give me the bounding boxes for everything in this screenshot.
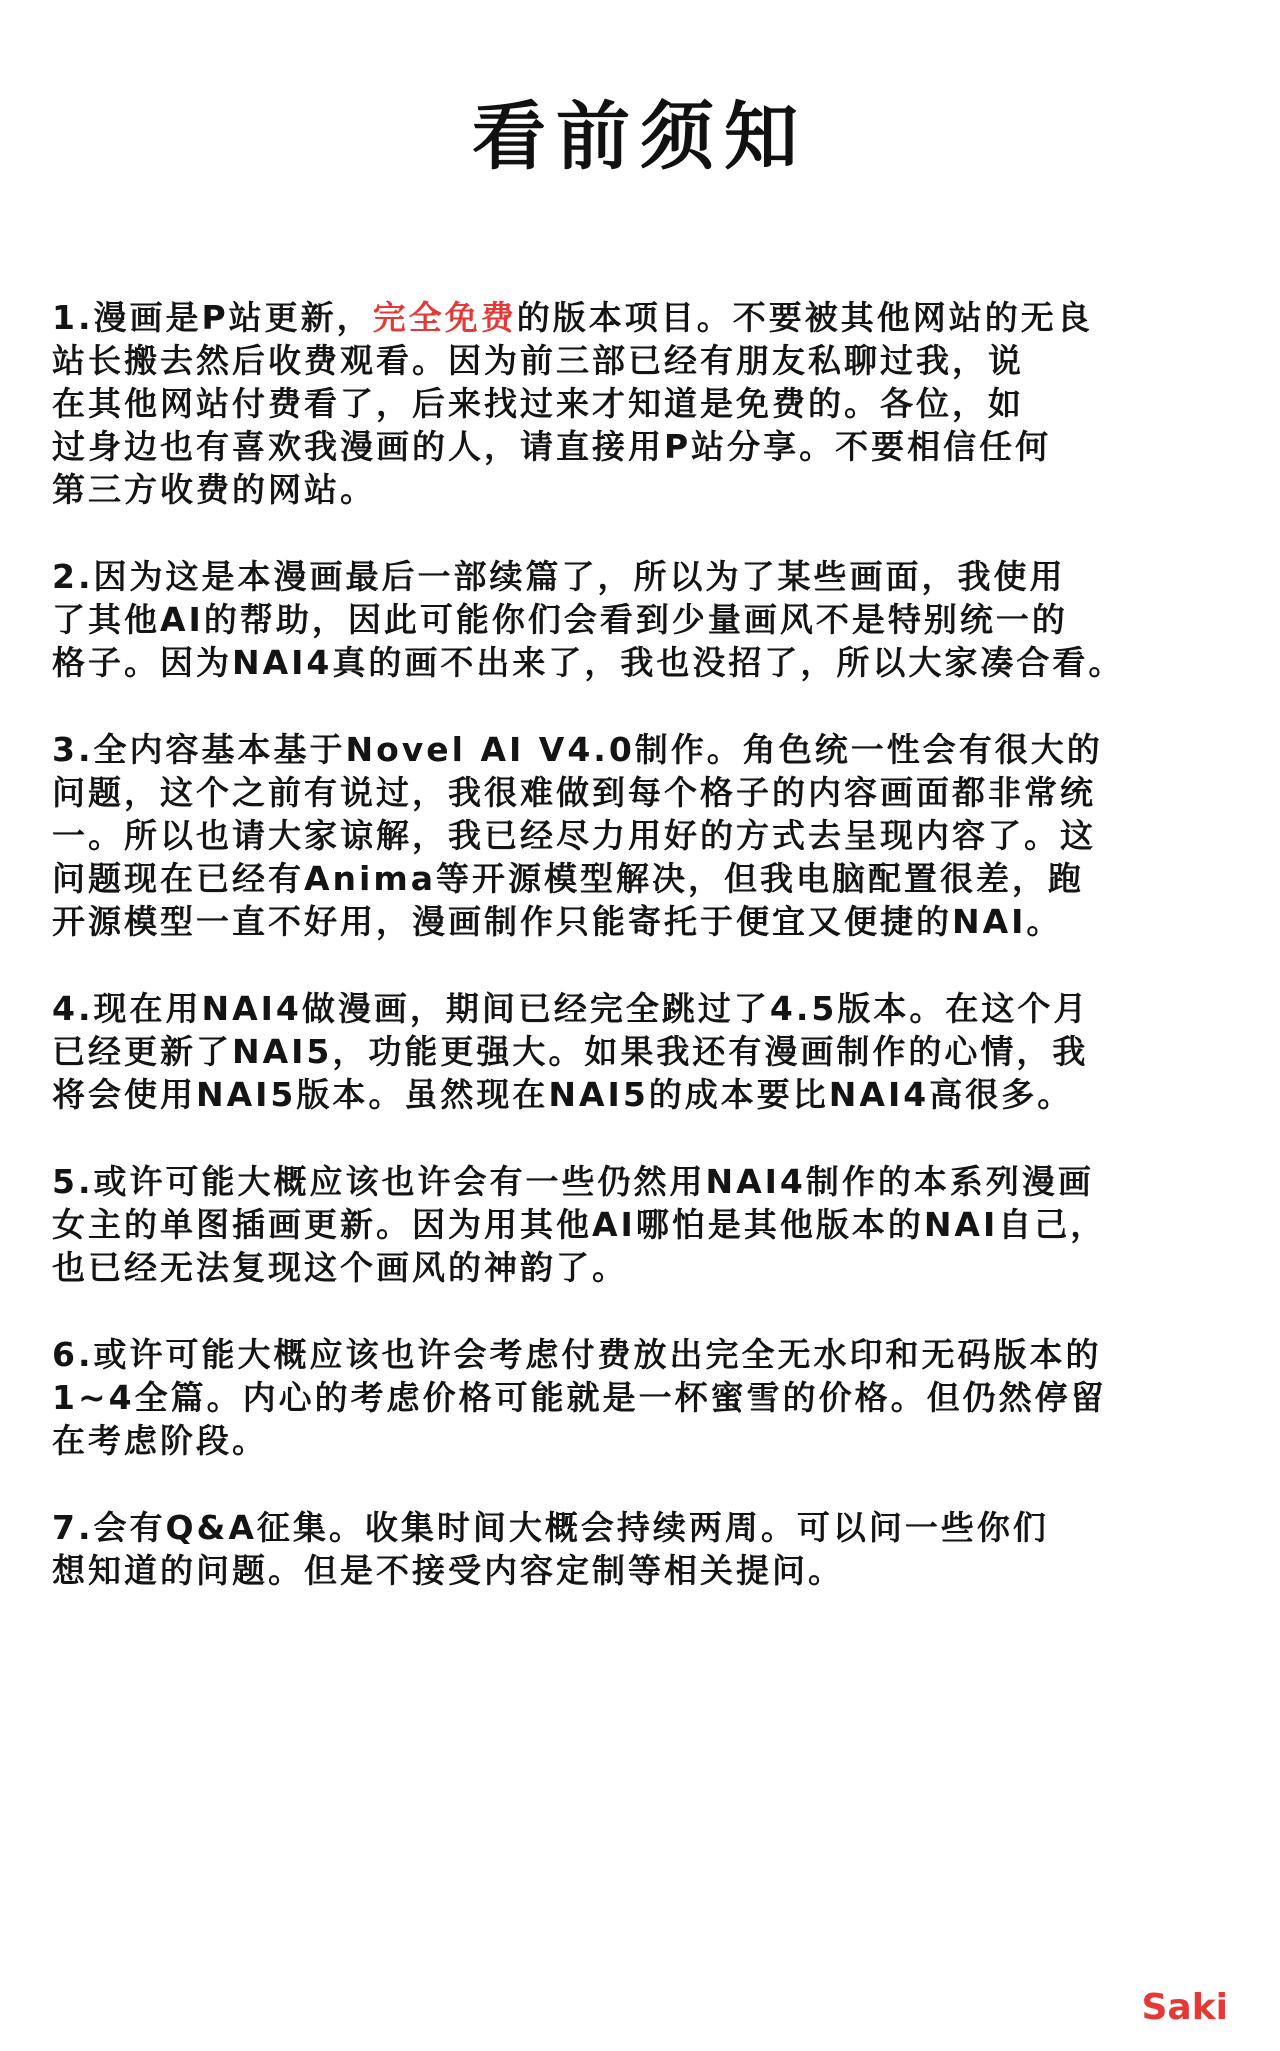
note-line: 在考虑阶段。 [52, 1421, 268, 1460]
note-line: 6.或许可能大概应该也许会考虑付费放出完全无水印和无码版本的 [52, 1335, 1102, 1374]
note-line: 1.漫画是P站更新，完全免费的版本项目。不要被其他网站的无良 [52, 298, 1093, 337]
note-line: 4.现在用NAI4做漫画，期间已经完全跳过了4.5版本。在这个月 [52, 989, 1090, 1028]
note-item-6 [52, 1333, 1232, 1462]
note-line: 3.全内容基本基于Novel AI V4.0制作。角色统一性会有很大的 [52, 730, 1103, 769]
author-signature: Saki [1141, 1987, 1228, 2028]
note-line: 开源模型一直不好用，漫画制作只能寄托于便宜又便捷的NAI。 [52, 902, 1063, 941]
note-item-2 [52, 555, 1232, 684]
note-line: 也已经无法复现这个画风的神韵了。 [52, 1248, 628, 1287]
note-line: 已经更新了NAI5，功能更强大。如果我还有漫画制作的心情，我 [52, 1032, 1089, 1071]
note-line: 问题现在已经有Anima等开源模型解决，但我电脑配置很差，跑 [52, 859, 1084, 898]
note-line: 第三方收费的网站。 [52, 470, 376, 509]
note-line: 问题，这个之前有说过，我很难做到每个格子的内容画面都非常统 [52, 773, 1096, 812]
note-line: 女主的单图插画更新。因为用其他AI哪怕是其他版本的NAI自己， [52, 1205, 1107, 1244]
note-item-4 [52, 987, 1232, 1116]
note-line: 想知道的问题。但是不接受内容定制等相关提问。 [52, 1551, 844, 1590]
note-line: 1~4全篇。内心的考虑价格可能就是一杯蜜雪的价格。但仍然停留 [52, 1378, 1107, 1417]
note-line: 2.因为这是本漫画最后一部续篇了，所以为了某些画面，我使用 [52, 557, 1066, 596]
note-line: 一。所以也请大家谅解，我已经尽力用好的方式去呈现内容了。这 [52, 816, 1096, 855]
note-line: 过身边也有喜欢我漫画的人，请直接用P站分享。不要相信任何 [52, 427, 1052, 466]
note-line: 了其他AI的帮助，因此可能你们会看到少量画风不是特别统一的 [52, 600, 1068, 639]
notes-list [52, 296, 1232, 1636]
note-line: 7.会有Q&A征集。收集时间大概会持续两周。可以问一些你们 [52, 1508, 1049, 1547]
note-line: 5.或许可能大概应该也许会有一些仍然用NAI4制作的本系列漫画 [52, 1162, 1094, 1201]
note-line: 在其他网站付费看了，后来找过来才知道是免费的。各位，如 [52, 384, 1024, 423]
note-line: 将会使用NAI5版本。虽然现在NAI5的成本要比NAI4高很多。 [52, 1075, 1074, 1114]
free-highlight: 完全免费 [372, 298, 517, 337]
note-item-5 [52, 1160, 1232, 1289]
note-line: 站长搬去然后收费观看。因为前三部已经有朋友私聊过我，说 [52, 341, 1024, 380]
note-item-3 [52, 728, 1232, 943]
note-line: 格子。因为NAI4真的画不出来了，我也没招了，所以大家凑合看。 [52, 643, 1125, 682]
note-item-1 [52, 296, 1232, 511]
page-title: 看前须知 [472, 94, 808, 180]
note-item-7 [52, 1506, 1232, 1592]
